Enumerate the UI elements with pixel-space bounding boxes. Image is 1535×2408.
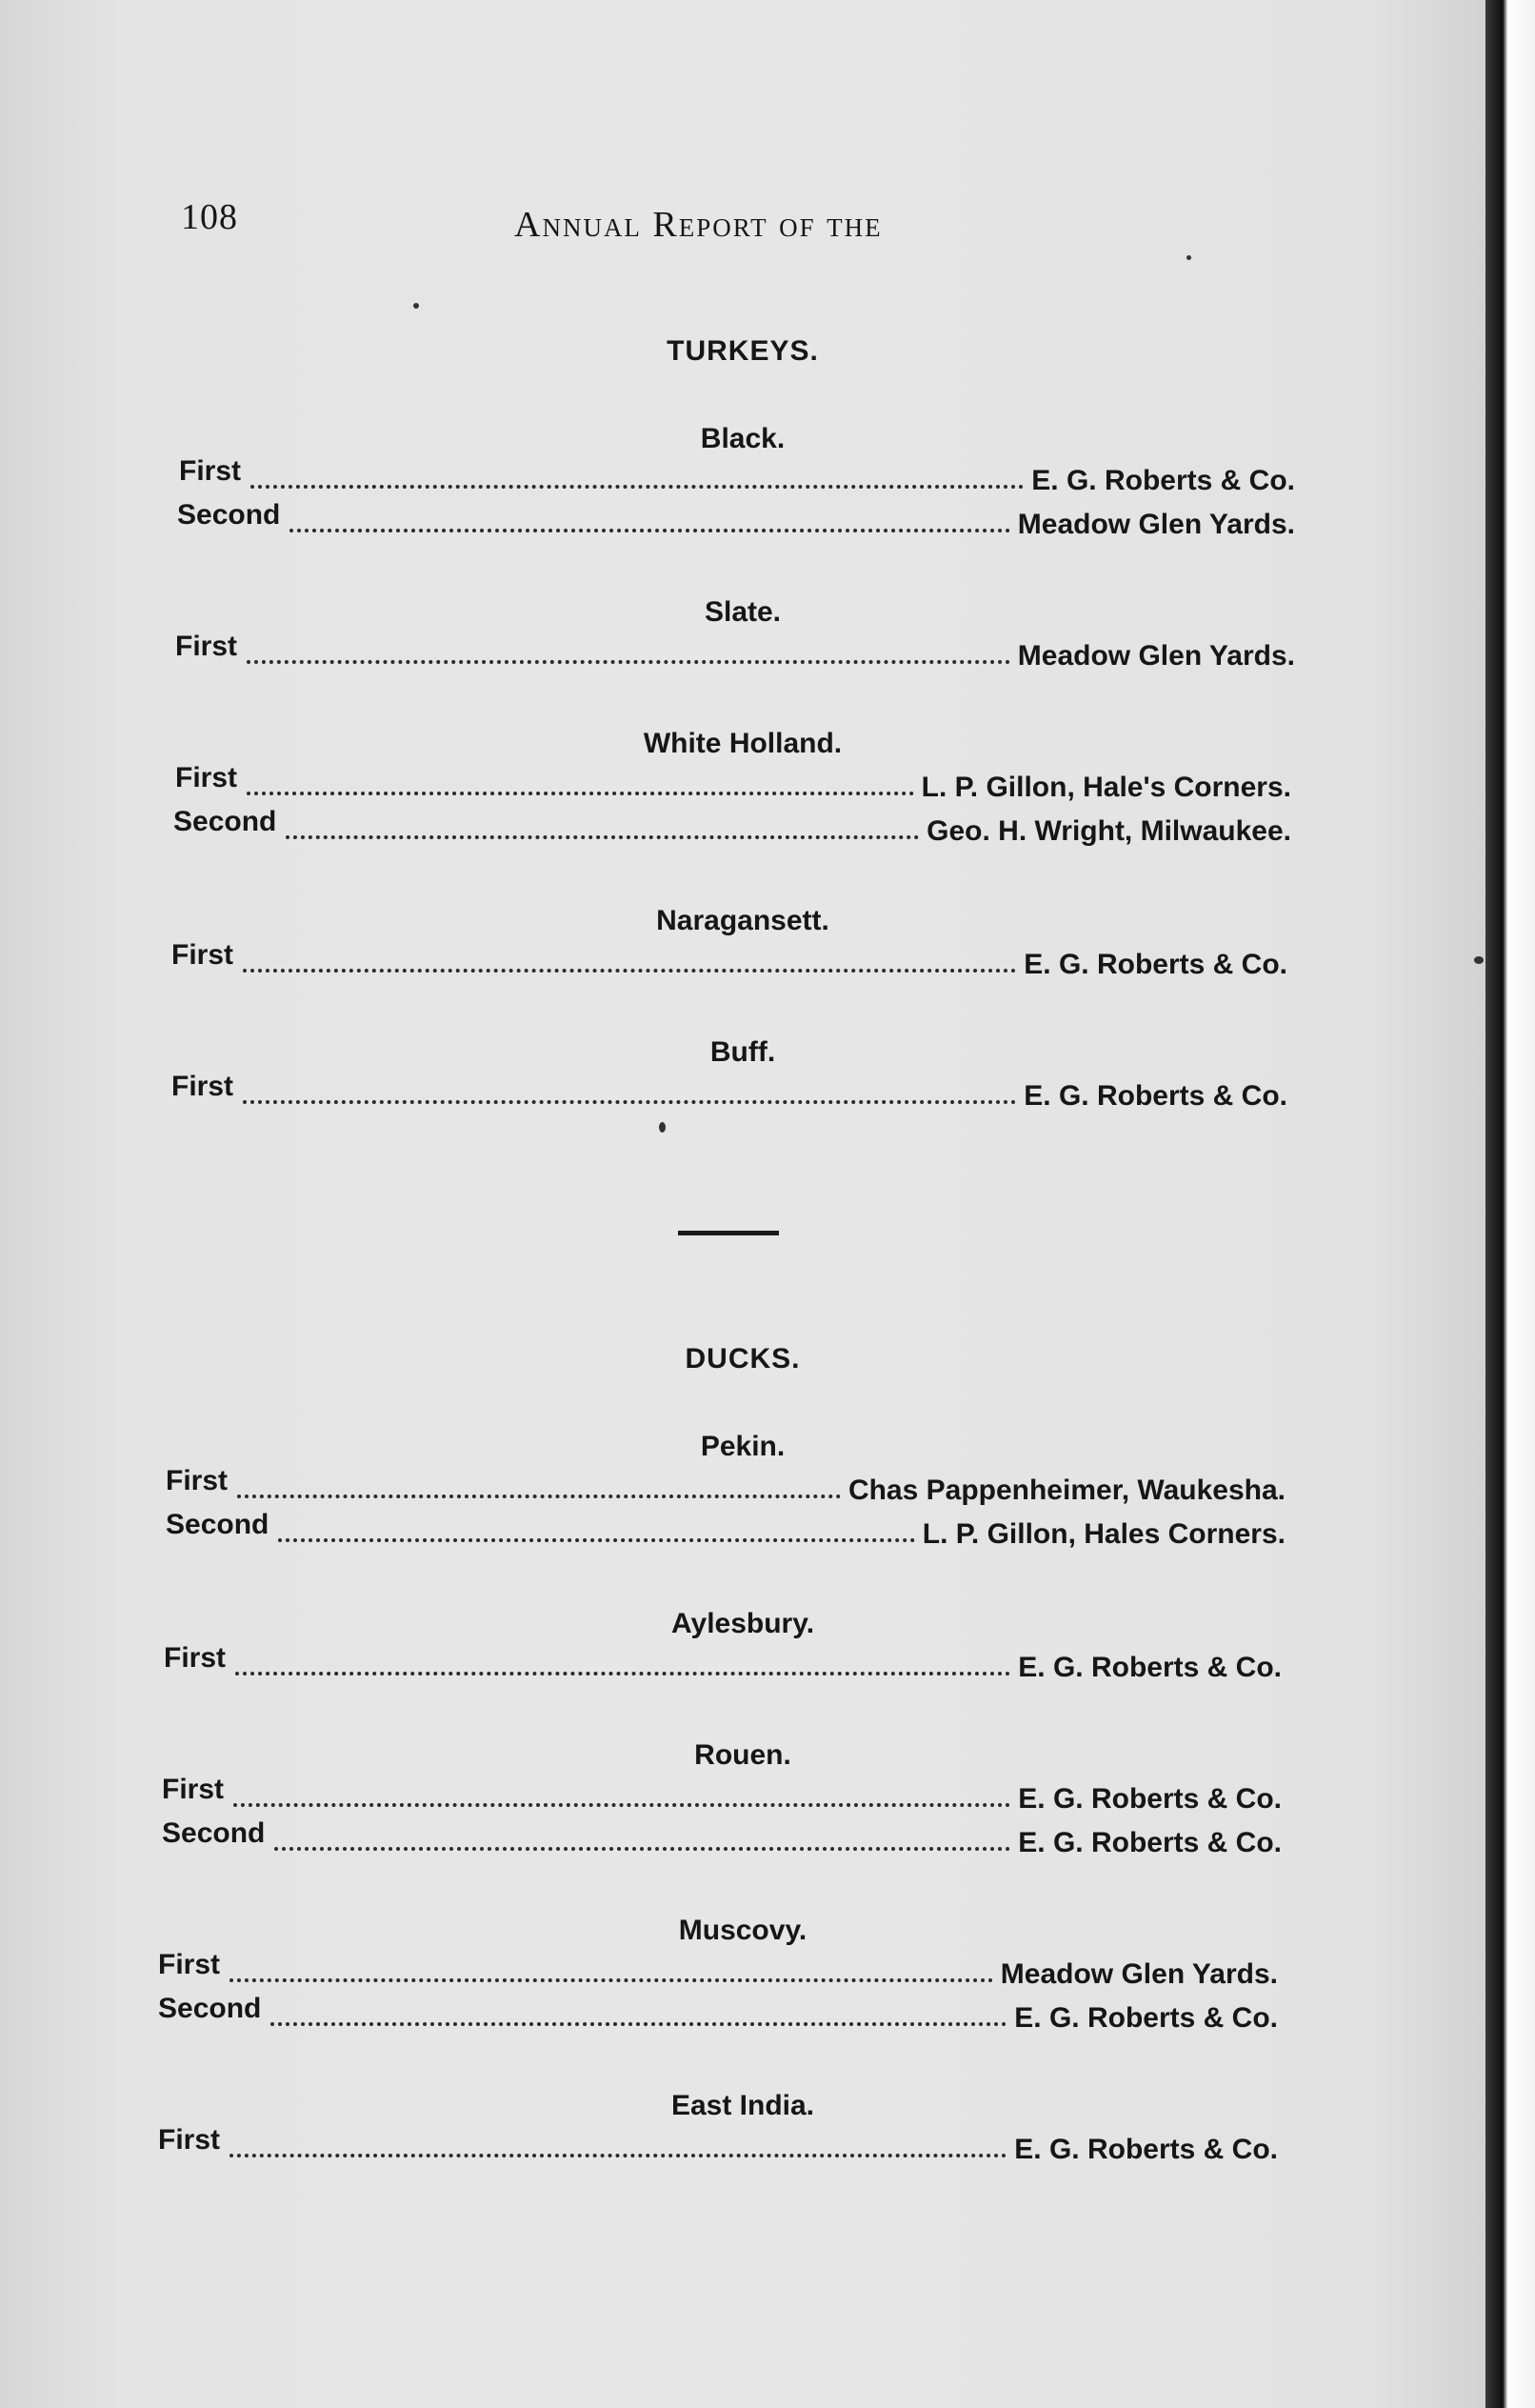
winner-name: Chas Pappenheimer, Waukesha.	[847, 1475, 1286, 1506]
section-divider	[678, 1231, 779, 1235]
place-label: Second	[173, 806, 277, 837]
section-title-ducks: DUCKS.	[685, 1343, 801, 1375]
dot-leader	[270, 2022, 1007, 2026]
breed-heading: Pekin.	[700, 1431, 786, 1462]
place-label: First	[166, 1465, 229, 1496]
place-label: First	[175, 762, 238, 793]
winner-name: E. G. Roberts & Co.	[1031, 465, 1295, 496]
dot-leader	[274, 1847, 1010, 1851]
winner-name: E. G. Roberts & Co.	[1018, 1827, 1282, 1858]
place-label: Second	[162, 1817, 266, 1849]
winner-name: Geo. H. Wright, Milwaukee.	[927, 815, 1291, 847]
breed-heading: Aylesbury.	[670, 1608, 815, 1639]
place-label: First	[158, 2124, 221, 2156]
dot-leader	[286, 835, 919, 839]
dot-leader	[278, 1538, 914, 1542]
section-title-turkeys: TURKEYS.	[667, 335, 819, 367]
place-label: Second	[177, 499, 281, 531]
winner-name: Meadow Glen Yards.	[1017, 640, 1295, 672]
breed-heading: Rouen.	[694, 1739, 791, 1771]
place-label: First	[171, 939, 234, 971]
breed-heading: Naragansett.	[656, 905, 829, 936]
dot-leader	[250, 485, 1024, 489]
ink-speck	[413, 303, 419, 309]
winner-name: L. P. Gillon, Hale's Corners.	[921, 772, 1291, 803]
dot-leader	[247, 660, 1010, 664]
award-entry	[173, 806, 1291, 848]
place-label: First	[179, 455, 242, 487]
breed-heading: White Holland.	[643, 728, 843, 759]
dot-leader	[289, 529, 1009, 532]
breed-heading: Slate.	[704, 596, 782, 628]
winner-name: Meadow Glen Yards.	[1000, 1958, 1278, 1990]
award-entry	[164, 1642, 1282, 1684]
winner-name: Meadow Glen Yards.	[1017, 509, 1295, 540]
breed-heading: Buff.	[709, 1036, 776, 1068]
award-entry	[175, 762, 1291, 804]
page-header	[0, 196, 1535, 253]
place-label: First	[175, 631, 238, 662]
winner-name: E. G. Roberts & Co.	[1014, 2002, 1278, 2034]
award-entry	[179, 455, 1295, 497]
winner-name: E. G. Roberts & Co.	[1024, 1080, 1287, 1112]
award-entry	[158, 2124, 1278, 2166]
winner-name: E. G. Roberts & Co.	[1014, 2134, 1278, 2165]
winner-name: E. G. Roberts & Co.	[1024, 949, 1287, 980]
dot-leader	[229, 2154, 1007, 2157]
ink-speck	[659, 1122, 666, 1133]
ink-speck	[1474, 956, 1484, 964]
page-number: 108	[181, 197, 238, 237]
breed-heading: Black.	[700, 423, 786, 454]
award-entry	[158, 1949, 1278, 1991]
award-entry	[177, 499, 1295, 541]
breed-heading: Muscovy.	[678, 1915, 807, 1946]
dot-leader	[229, 1978, 993, 1982]
award-entry	[162, 1774, 1282, 1816]
breed-heading: East India.	[670, 2090, 815, 2121]
award-entry	[166, 1509, 1286, 1551]
dot-leader	[237, 1495, 841, 1498]
place-label: First	[158, 1949, 221, 1980]
winner-name: L. P. Gillon, Hales Corners.	[922, 1518, 1286, 1550]
page-edge	[1485, 0, 1535, 2408]
winner-name: E. G. Roberts & Co.	[1018, 1783, 1282, 1815]
winner-name: E. G. Roberts & Co.	[1018, 1652, 1282, 1683]
place-label: First	[164, 1642, 227, 1674]
place-label: Second	[166, 1509, 269, 1540]
award-entry	[162, 1817, 1282, 1859]
dot-leader	[243, 969, 1016, 973]
dot-leader	[235, 1672, 1010, 1676]
award-entry	[158, 1993, 1278, 2035]
award-entry	[166, 1465, 1286, 1507]
dot-leader	[243, 1100, 1016, 1104]
place-label: First	[171, 1071, 234, 1102]
place-label: Second	[158, 1993, 262, 2024]
ink-speck	[1186, 255, 1191, 260]
award-entry	[171, 939, 1287, 981]
place-label: First	[162, 1774, 225, 1805]
running-head: Annual Report of the	[514, 205, 883, 245]
award-entry	[171, 1071, 1287, 1113]
dot-leader	[247, 792, 914, 795]
dot-leader	[233, 1803, 1010, 1807]
award-entry	[175, 631, 1295, 672]
